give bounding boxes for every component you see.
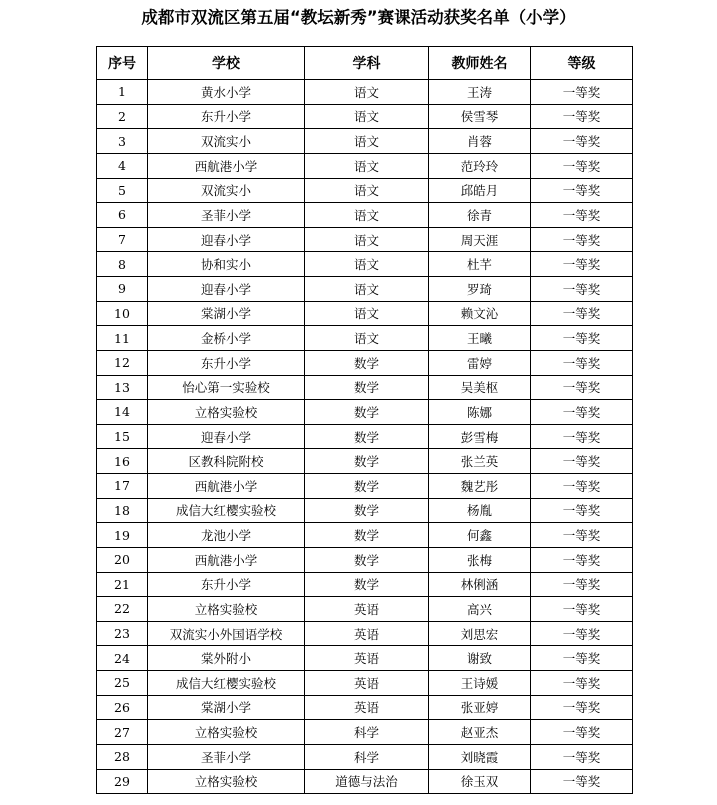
column-header-number: 序号	[97, 47, 148, 80]
table-row	[97, 326, 633, 351]
number-cell: 9	[97, 277, 148, 302]
grade-cell: 一等奖	[531, 277, 633, 302]
grade-cell: 一等奖	[531, 720, 633, 745]
teacher-cell: 杨胤	[429, 498, 531, 523]
grade-cell: 一等奖	[531, 375, 633, 400]
grade-cell: 一等奖	[531, 178, 633, 203]
school-cell: 西航港小学	[148, 153, 305, 178]
subject-cell: 数学	[305, 498, 429, 523]
grade-cell: 一等奖	[531, 449, 633, 474]
grade-cell: 一等奖	[531, 744, 633, 769]
subject-cell: 英语	[305, 621, 429, 646]
school-cell: 迎春小学	[148, 424, 305, 449]
school-cell: 龙池小学	[148, 523, 305, 548]
table-row	[97, 572, 633, 597]
grade-cell: 一等奖	[531, 227, 633, 252]
number-cell: 24	[97, 646, 148, 671]
number-cell: 18	[97, 498, 148, 523]
subject-cell: 数学	[305, 547, 429, 572]
grade-cell: 一等奖	[531, 252, 633, 277]
subject-cell: 语文	[305, 326, 429, 351]
teacher-cell: 侯雪琴	[429, 104, 531, 129]
number-cell: 8	[97, 252, 148, 277]
grade-cell: 一等奖	[531, 203, 633, 228]
column-header-school: 学校	[148, 47, 305, 80]
school-cell: 东升小学	[148, 572, 305, 597]
school-cell: 西航港小学	[148, 547, 305, 572]
table-row	[97, 129, 633, 154]
table-row	[97, 400, 633, 425]
teacher-cell: 周天涯	[429, 227, 531, 252]
table-row	[97, 350, 633, 375]
table-row	[97, 301, 633, 326]
number-cell: 29	[97, 769, 148, 794]
teacher-cell: 徐青	[429, 203, 531, 228]
subject-cell: 数学	[305, 375, 429, 400]
number-cell: 21	[97, 572, 148, 597]
table-row	[97, 227, 633, 252]
teacher-cell: 彭雪梅	[429, 424, 531, 449]
subject-cell: 英语	[305, 695, 429, 720]
subject-cell: 科学	[305, 720, 429, 745]
number-cell: 28	[97, 744, 148, 769]
grade-cell: 一等奖	[531, 646, 633, 671]
table-row	[97, 153, 633, 178]
school-cell: 协和实小	[148, 252, 305, 277]
teacher-cell: 肖蓉	[429, 129, 531, 154]
school-cell: 棠湖小学	[148, 301, 305, 326]
table-row	[97, 498, 633, 523]
number-cell: 13	[97, 375, 148, 400]
subject-cell: 语文	[305, 252, 429, 277]
teacher-cell: 陈娜	[429, 400, 531, 425]
teacher-cell: 吴美枢	[429, 375, 531, 400]
number-cell: 1	[97, 80, 148, 105]
teacher-cell: 林俐涵	[429, 572, 531, 597]
school-cell: 圣菲小学	[148, 744, 305, 769]
table-row	[97, 597, 633, 622]
school-cell: 迎春小学	[148, 227, 305, 252]
school-cell: 双流实小	[148, 129, 305, 154]
subject-cell: 数学	[305, 474, 429, 499]
school-cell: 西航港小学	[148, 474, 305, 499]
subject-cell: 数学	[305, 523, 429, 548]
school-cell: 金桥小学	[148, 326, 305, 351]
grade-cell: 一等奖	[531, 400, 633, 425]
teacher-cell: 赖文沁	[429, 301, 531, 326]
teacher-cell: 范玲玲	[429, 153, 531, 178]
number-cell: 14	[97, 400, 148, 425]
number-cell: 10	[97, 301, 148, 326]
school-cell: 圣菲小学	[148, 203, 305, 228]
number-cell: 15	[97, 424, 148, 449]
teacher-cell: 刘思宏	[429, 621, 531, 646]
grade-cell: 一等奖	[531, 301, 633, 326]
number-cell: 26	[97, 695, 148, 720]
column-header-subject: 学科	[305, 47, 429, 80]
number-cell: 20	[97, 547, 148, 572]
subject-cell: 英语	[305, 646, 429, 671]
school-cell: 迎春小学	[148, 277, 305, 302]
grade-cell: 一等奖	[531, 153, 633, 178]
grade-cell: 一等奖	[531, 326, 633, 351]
table-row	[97, 449, 633, 474]
grade-cell: 一等奖	[531, 547, 633, 572]
grade-cell: 一等奖	[531, 769, 633, 794]
number-cell: 19	[97, 523, 148, 548]
school-cell: 东升小学	[148, 350, 305, 375]
subject-cell: 语文	[305, 203, 429, 228]
school-cell: 棠外附小	[148, 646, 305, 671]
school-cell: 棠湖小学	[148, 695, 305, 720]
school-cell: 立格实验校	[148, 769, 305, 794]
teacher-cell: 雷婷	[429, 350, 531, 375]
table-row	[97, 621, 633, 646]
teacher-cell: 张亚婷	[429, 695, 531, 720]
teacher-cell: 徐玉双	[429, 769, 531, 794]
column-header-teacher: 教师姓名	[429, 47, 531, 80]
subject-cell: 语文	[305, 80, 429, 105]
subject-cell: 语文	[305, 301, 429, 326]
table-header-row	[97, 47, 633, 80]
teacher-cell: 王涛	[429, 80, 531, 105]
grade-cell: 一等奖	[531, 424, 633, 449]
number-cell: 22	[97, 597, 148, 622]
table-row	[97, 744, 633, 769]
teacher-cell: 张梅	[429, 547, 531, 572]
grade-cell: 一等奖	[531, 621, 633, 646]
subject-cell: 道德与法治	[305, 769, 429, 794]
column-header-grade: 等级	[531, 47, 633, 80]
subject-cell: 英语	[305, 597, 429, 622]
table-row	[97, 375, 633, 400]
teacher-cell: 邱皓月	[429, 178, 531, 203]
teacher-cell: 杜芊	[429, 252, 531, 277]
number-cell: 11	[97, 326, 148, 351]
table-row	[97, 474, 633, 499]
grade-cell: 一等奖	[531, 523, 633, 548]
school-cell: 立格实验校	[148, 597, 305, 622]
teacher-cell: 谢致	[429, 646, 531, 671]
table-row	[97, 547, 633, 572]
subject-cell: 数学	[305, 449, 429, 474]
subject-cell: 数学	[305, 350, 429, 375]
grade-cell: 一等奖	[531, 474, 633, 499]
school-cell: 成信大红樱实验校	[148, 498, 305, 523]
teacher-cell: 何鑫	[429, 523, 531, 548]
grade-cell: 一等奖	[531, 498, 633, 523]
table-row	[97, 646, 633, 671]
school-cell: 成信大红樱实验校	[148, 671, 305, 696]
number-cell: 4	[97, 153, 148, 178]
school-cell: 黄水小学	[148, 80, 305, 105]
school-cell: 怡心第一实验校	[148, 375, 305, 400]
grade-cell: 一等奖	[531, 104, 633, 129]
number-cell: 27	[97, 720, 148, 745]
teacher-cell: 张兰英	[429, 449, 531, 474]
subject-cell: 语文	[305, 104, 429, 129]
table-row	[97, 252, 633, 277]
school-cell: 立格实验校	[148, 720, 305, 745]
number-cell: 2	[97, 104, 148, 129]
school-cell: 双流实小	[148, 178, 305, 203]
subject-cell: 数学	[305, 572, 429, 597]
subject-cell: 数学	[305, 424, 429, 449]
subject-cell: 数学	[305, 400, 429, 425]
table-row	[97, 695, 633, 720]
number-cell: 23	[97, 621, 148, 646]
subject-cell: 科学	[305, 744, 429, 769]
subject-cell: 语文	[305, 129, 429, 154]
grade-cell: 一等奖	[531, 129, 633, 154]
subject-cell: 语文	[305, 227, 429, 252]
teacher-cell: 王诗媛	[429, 671, 531, 696]
school-cell: 东升小学	[148, 104, 305, 129]
teacher-cell: 高兴	[429, 597, 531, 622]
number-cell: 25	[97, 671, 148, 696]
table-row	[97, 178, 633, 203]
table-row	[97, 424, 633, 449]
teacher-cell: 罗琦	[429, 277, 531, 302]
subject-cell: 英语	[305, 671, 429, 696]
grade-cell: 一等奖	[531, 80, 633, 105]
teacher-cell: 魏艺彤	[429, 474, 531, 499]
table-row	[97, 104, 633, 129]
table-row	[97, 277, 633, 302]
number-cell: 5	[97, 178, 148, 203]
teacher-cell: 赵亚杰	[429, 720, 531, 745]
grade-cell: 一等奖	[531, 695, 633, 720]
school-cell: 立格实验校	[148, 400, 305, 425]
school-cell: 双流实小外国语学校	[148, 621, 305, 646]
number-cell: 12	[97, 350, 148, 375]
subject-cell: 语文	[305, 153, 429, 178]
teacher-cell: 王曦	[429, 326, 531, 351]
number-cell: 7	[97, 227, 148, 252]
table-row	[97, 80, 633, 105]
table-row	[97, 523, 633, 548]
number-cell: 6	[97, 203, 148, 228]
grade-cell: 一等奖	[531, 350, 633, 375]
teacher-cell: 刘晓霞	[429, 744, 531, 769]
table-row	[97, 203, 633, 228]
grade-cell: 一等奖	[531, 671, 633, 696]
subject-cell: 语文	[305, 277, 429, 302]
number-cell: 3	[97, 129, 148, 154]
page-title: 成都市双流区第五届“教坛新秀”赛课活动获奖名单（小学）	[141, 8, 576, 27]
awards-table	[96, 46, 633, 794]
table-row	[97, 769, 633, 794]
school-cell: 区教科院附校	[148, 449, 305, 474]
grade-cell: 一等奖	[531, 597, 633, 622]
table-row	[97, 671, 633, 696]
number-cell: 16	[97, 449, 148, 474]
grade-cell: 一等奖	[531, 572, 633, 597]
subject-cell: 语文	[305, 178, 429, 203]
table-row	[97, 720, 633, 745]
number-cell: 17	[97, 474, 148, 499]
